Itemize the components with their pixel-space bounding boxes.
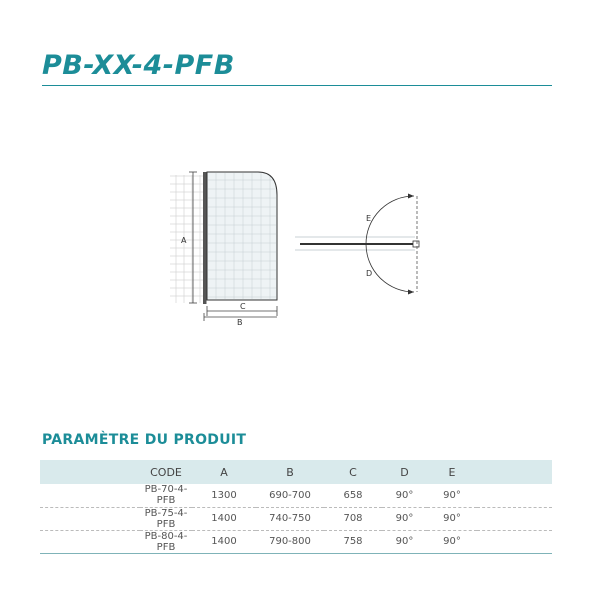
header-a: A — [220, 465, 228, 479]
cell-b: 740-750 — [256, 507, 324, 530]
header-d: D — [400, 465, 409, 479]
cell-c: 708 — [324, 507, 382, 530]
header-code: CODE — [150, 465, 182, 479]
cell-a: 1400 — [192, 530, 256, 553]
plan-view — [295, 194, 419, 295]
cell-b: 790-800 — [256, 530, 324, 553]
table-header-row — [40, 460, 552, 484]
label-b: B — [237, 318, 243, 327]
table-row — [40, 484, 552, 507]
header-c: C — [349, 465, 357, 479]
cell-e: 90° — [427, 507, 477, 530]
cell-c: 758 — [324, 530, 382, 553]
label-a: A — [181, 236, 187, 245]
page-title: PB-XX-4-PFB — [42, 50, 235, 81]
cell-d: 90° — [382, 507, 427, 530]
label-e: E — [366, 214, 372, 223]
cell-code: PB-75-4-PFB — [140, 507, 192, 530]
cell-e: 90° — [427, 484, 477, 507]
front-view — [170, 172, 277, 327]
cell-a: 1300 — [192, 484, 256, 507]
cell-d: 90° — [382, 484, 427, 507]
cell-code: PB-70-4-PFB — [140, 484, 192, 507]
cell-code: PB-80-4-PFB — [140, 530, 192, 553]
cell-d: 90° — [382, 530, 427, 553]
cell-c: 658 — [324, 484, 382, 507]
table-row — [40, 530, 552, 553]
cell-a: 1400 — [192, 507, 256, 530]
cell-b: 690-700 — [256, 484, 324, 507]
table-row — [40, 507, 552, 530]
label-d: D — [366, 269, 373, 278]
section-title: PARAMÈTRE DU PRODUIT — [42, 432, 247, 448]
header-b: B — [286, 465, 294, 479]
product-table — [40, 460, 552, 554]
hinge-point — [413, 241, 419, 247]
wall-tiles — [170, 175, 206, 303]
cell-e: 90° — [427, 530, 477, 553]
wall-profile — [203, 172, 207, 304]
label-c: C — [240, 302, 246, 311]
header-e: E — [448, 465, 456, 479]
